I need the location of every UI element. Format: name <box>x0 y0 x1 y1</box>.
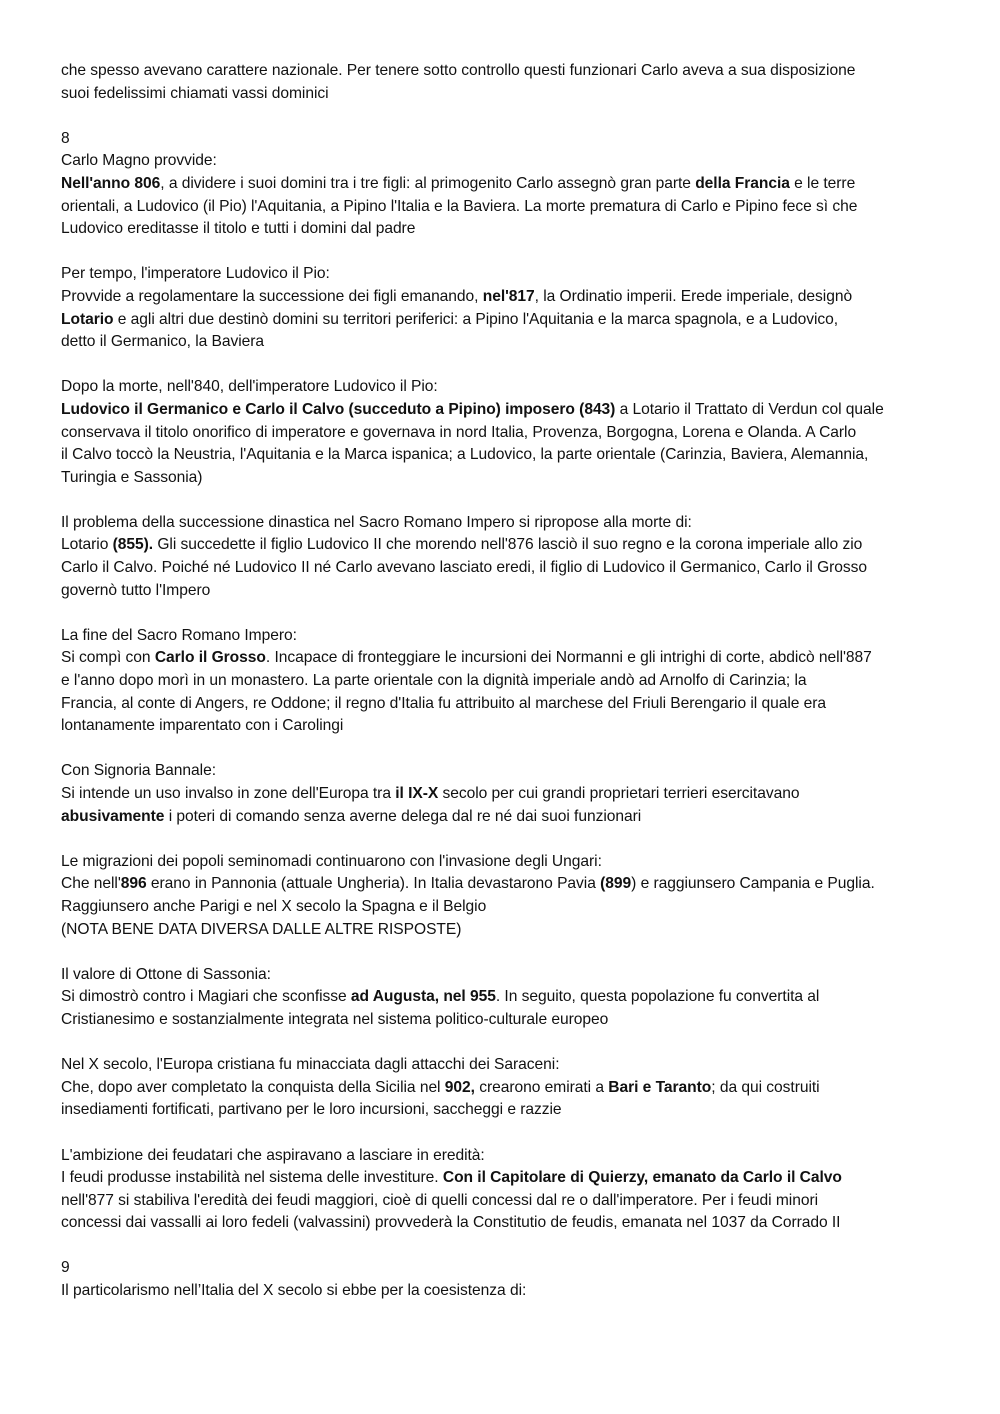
text-segment: 9 <box>61 1259 70 1277</box>
text-segment: Il problema della successione dinastica nel Sacro Romano Impero si ripropose alla morte di: <box>61 513 692 531</box>
text-line <box>61 218 946 241</box>
text-line <box>61 422 946 445</box>
text-line <box>61 83 946 106</box>
text-segment: governò tutto l'Impero <box>61 581 211 599</box>
paragraph-section-8-carlo-magno <box>61 128 946 241</box>
text-segment: secolo per cui grandi proprietari terrieri esercitavano <box>438 785 800 802</box>
bold-text: Carlo il Grosso <box>154 649 266 667</box>
paragraph-ludovico-il-pio <box>61 263 946 353</box>
bold-text: (855). <box>112 536 154 554</box>
text-segment: e agli altri due destinò domini su territori periferici: a Pipino l'Aquitania e la marca spagnola, e a Ludovico, <box>113 310 839 328</box>
text-segment: Nel X secolo, l'Europa cristiana fu minacciata dagli attacchi dei Saraceni: <box>61 1056 560 1074</box>
text-segment: detto il Germanico, la Baviera <box>61 333 265 351</box>
text-segment: suoi fedelissimi chiamati vassi dominici <box>61 84 329 102</box>
text-line <box>61 1190 946 1213</box>
text-segment: Turingia e Sassonia) <box>61 468 203 486</box>
text-line <box>61 1054 946 1077</box>
text-line <box>61 1280 946 1303</box>
paragraph-section-9-particolarismo <box>61 1257 946 1302</box>
text-segment: erano in Pannonia (attuale Ungheria). In Italia devastarono Pavia <box>146 875 601 893</box>
text-line <box>61 1077 946 1100</box>
text-segment: Carlo il Calvo. Poiché né Ludovico II né Carlo avevano lasciato eredi, il figlio di Ludovico il Germanico, Carlo il Grosso <box>61 559 868 577</box>
text-segment: Si dimostrò contro i Magiari che sconfisse <box>61 988 351 1006</box>
text-line <box>61 150 946 173</box>
text-line <box>61 128 946 151</box>
text-segment: concessi dai vassalli ai loro fedeli (valvassini) provvederà la Constitutio de feudis, emanata nel 1037 da Corrado II <box>61 1214 841 1232</box>
text-segment: La fine del Sacro Romano Impero: <box>61 626 297 644</box>
text-segment: Francia, al conte di Angers, re Oddone; il regno d'Italia fu attribuito al marchese del Friuli Berengario il quale era <box>61 694 827 712</box>
text-line <box>61 331 946 354</box>
text-segment: Ludovico ereditasse il titolo e tutti i domini dal padre <box>61 220 416 238</box>
text-segment: Le migrazioni dei popoli seminomadi continuarono con l'invasione degli Ungari: <box>61 852 602 870</box>
text-segment: Il valore di Ottone di Sassonia: <box>61 965 271 983</box>
bold-text: Ludovico il Germanico e Carlo il Calvo (succeduto a Pipino) imposero (843) <box>61 400 616 418</box>
text-segment: il Calvo toccò la Neustria, l'Aquitania e la Marca ispanica; a Ludovico, la parte orientale (Carinzia, Baviera, Alemannia, <box>61 446 869 464</box>
text-line <box>61 873 946 896</box>
text-segment: Provvide a regolamentare la successione dei figli emanando, <box>61 287 483 305</box>
text-segment: Con Signoria Bannale: <box>61 762 216 780</box>
text-segment: Si intende un uso invalso in zone dell'Europa tra <box>61 785 396 802</box>
text-line <box>61 376 946 399</box>
text-line <box>61 263 946 286</box>
text-line <box>61 286 946 309</box>
paragraph-fine-sacro-romano-impero <box>61 625 946 738</box>
text-line <box>61 1009 946 1032</box>
bold-text: Bari e Taranto <box>608 1078 712 1096</box>
text-segment: Lotario <box>61 536 113 554</box>
text-segment: Cristianesimo e sostanzialmente integrata nel sistema politico-culturale europeo <box>61 1010 609 1028</box>
text-segment: che spesso avevano carattere nazionale. Per tenere sotto controllo questi funzionari Carlo aveva a sua disposizione <box>61 62 856 79</box>
text-line <box>61 557 946 580</box>
text-line <box>61 964 946 987</box>
text-segment: Che, dopo aver completato la conquista della Sicilia nel <box>61 1078 445 1096</box>
paragraph-saraceni <box>61 1054 946 1122</box>
text-line <box>61 444 946 467</box>
text-line <box>61 647 946 670</box>
text-line <box>61 715 946 738</box>
text-line <box>61 196 946 219</box>
bold-text: ad Augusta, nel 955 <box>350 988 496 1006</box>
text-line <box>61 467 946 490</box>
paragraph-successione-dinastica <box>61 512 946 602</box>
text-line <box>61 309 946 332</box>
text-line <box>61 806 946 829</box>
text-line <box>61 986 946 1009</box>
text-line <box>61 512 946 535</box>
text-segment: orientali, a Ludovico (il Pio) l'Aquitania, a Pipino l'Italia e la Baviera. La morte prematura di Carlo e Pipino fece sì che <box>61 197 858 215</box>
paragraph-ungari <box>61 851 946 941</box>
text-segment: 8 <box>61 129 70 147</box>
text-segment: crearono emirati a <box>474 1078 609 1096</box>
text-line <box>61 760 946 783</box>
bold-text: Nell'anno 806 <box>61 174 161 192</box>
text-line <box>61 399 946 422</box>
text-line <box>61 693 946 716</box>
bold-text: della Francia <box>695 174 790 192</box>
paragraph-intro-continuation <box>61 60 946 105</box>
text-segment: e le terre <box>789 174 856 192</box>
text-segment: Per tempo, l'imperatore Ludovico il Pio: <box>61 265 330 283</box>
document-page <box>61 60 946 1325</box>
text-segment: L'ambizione dei feudatari che aspiravano a lasciare in eredità: <box>61 1146 485 1164</box>
text-segment: Dopo la morte, nell'840, dell'imperatore Ludovico il Pio: <box>61 378 438 396</box>
bold-text: il IX-X <box>395 785 439 802</box>
text-segment: I feudi produsse instabilità nel sistema delle investiture. <box>61 1169 443 1187</box>
text-line <box>61 173 946 196</box>
text-line <box>61 60 946 83</box>
text-segment: Il particolarismo nell’Italia del X secolo si ebbe per la coesistenza di: <box>61 1282 527 1300</box>
text-line <box>61 896 946 919</box>
text-segment: . Incapace di fronteggiare le incursioni dei Normanni e gli intrighi di corte, abdicò nell'887 <box>265 649 872 667</box>
text-line <box>61 1099 946 1122</box>
text-line <box>61 625 946 648</box>
text-segment: nell'877 si stabiliva l'eredità dei feudi maggiori, cioè di quelli concessi dal re o dall'imperatore. Per i feudi minori <box>61 1191 819 1209</box>
paragraph-ottone-di-sassonia <box>61 964 946 1032</box>
text-segment: ) e raggiunsero Campania e Puglia. <box>631 875 875 893</box>
text-segment: Che nell' <box>61 875 121 893</box>
paragraph-signoria-bannale <box>61 760 946 828</box>
bold-text: 896 <box>120 875 147 893</box>
text-segment: conservava il titolo onorifico di imperatore e governava in nord Italia, Provenza, Borgogna, Lorena e Olanda. A Carlo <box>61 423 857 441</box>
bold-text: Con il Capitolare di Quierzy, emanato da Carlo il Calvo <box>442 1169 842 1187</box>
text-segment: insediamenti fortificati, partivano per le loro incursioni, saccheggi e razzie <box>61 1101 562 1119</box>
bold-text: Lotario <box>61 310 114 328</box>
text-line <box>61 1257 946 1280</box>
text-segment: . In seguito, questa popolazione fu convertita al <box>495 988 820 1006</box>
bold-text: (899 <box>600 875 632 893</box>
text-line <box>61 919 946 942</box>
text-line <box>61 851 946 874</box>
text-segment: (NOTA BENE DATA DIVERSA DALLE ALTRE RISPOSTE) <box>61 920 462 938</box>
bold-text: nel'817 <box>482 287 535 305</box>
text-segment: Carlo Magno provvide: <box>61 152 217 170</box>
paragraph-capitolare-di-quierzy <box>61 1145 946 1235</box>
text-line <box>61 1145 946 1168</box>
bold-text: abusivamente <box>61 807 165 825</box>
text-line <box>61 1212 946 1235</box>
text-segment: ; da qui costruiti <box>711 1078 820 1096</box>
text-segment: e l'anno dopo morì in un monastero. La parte orientale con la dignità imperiale andò ad Arnolfo di Carinzia; la <box>61 672 807 690</box>
text-segment: lontanamente imparentato con i Carolingi <box>61 717 344 735</box>
text-line <box>61 670 946 693</box>
text-segment: Raggiunsero anche Parigi e nel X secolo la Spagna e il Belgio <box>61 897 487 915</box>
text-segment: , a dividere i suoi domini tra i tre figli: al primogenito Carlo assegnò gran parte <box>160 174 696 192</box>
text-segment: a Lotario il Trattato di Verdun col quale <box>615 400 884 418</box>
text-segment: , la Ordinatio imperii. Erede imperiale, designò <box>534 287 853 305</box>
text-line <box>61 1167 946 1190</box>
paragraph-trattato-di-verdun <box>61 376 946 489</box>
bold-text: 902, <box>444 1078 475 1096</box>
text-line <box>61 534 946 557</box>
text-segment: i poteri di comando senza averne delega dal re né dai suoi funzionari <box>164 807 642 825</box>
text-segment: Si compì con <box>61 649 155 667</box>
text-line <box>61 580 946 603</box>
text-segment: Gli succedette il figlio Ludovico II che morendo nell'876 lasciò il suo regno e la corona imperiale allo zio <box>153 536 863 554</box>
text-line <box>61 783 946 806</box>
